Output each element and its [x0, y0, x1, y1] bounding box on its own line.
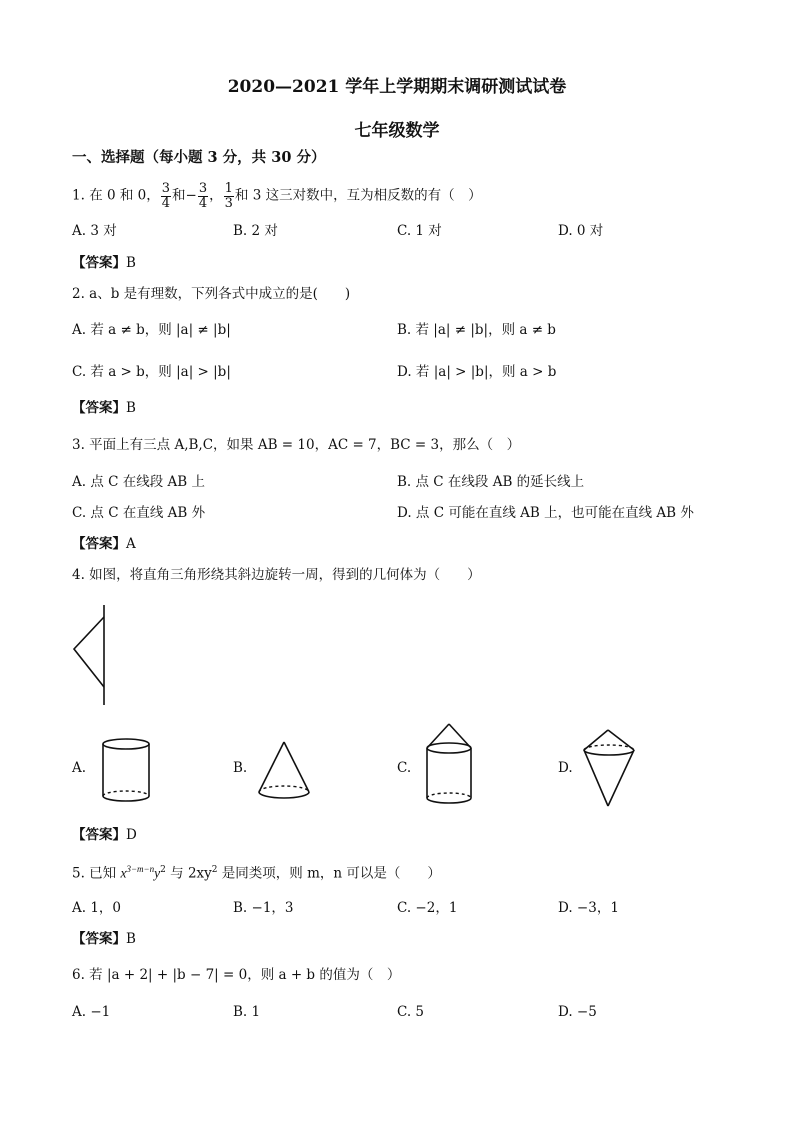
right-triangle-figure — [70, 605, 110, 710]
question-6-stem: 6. 若 |a + 2| + |b − 7| = 0，则 a + b 的值为（ ） — [72, 967, 401, 983]
double-cone-figure — [582, 728, 638, 810]
q5-option-d: D. −3，1 — [558, 900, 619, 916]
q3-option-d: D. 点 C 可能在直线 AB 上，也可能在直线 AB 外 — [397, 505, 694, 521]
page-subtitle: 七年级数学 — [354, 121, 440, 141]
q6-option-a: A. −1 — [72, 1004, 111, 1020]
q4-answer: 【答案】D — [72, 827, 137, 843]
question-2-stem: 2. a、b 是有理数，下列各式中成立的是( ) — [72, 286, 351, 302]
q4-option-b: B. — [233, 760, 248, 776]
q6-option-b: B. 1 — [233, 1004, 261, 1020]
q1-answer: 【答案】B — [72, 255, 136, 271]
question-4-stem: 4. 如图，将直角三角形绕其斜边旋转一周，得到的几何体为（ ） — [72, 567, 481, 583]
page-title: 2020—2021 学年上学期期末调研测试试卷 — [227, 77, 567, 97]
cone-on-cylinder-figure — [424, 722, 474, 806]
question-5-stem: 5. 已知 $x^{3-m-n}y^2$ 与 $2xy^2$ 是同类项，则 m，n 可以是（ ） — [72, 864, 441, 882]
section-heading: 一、选择题（每小题 3 分，共 30 分） — [72, 149, 326, 166]
q4-option-d: D. — [558, 760, 573, 776]
q1-option-b: B. 2 对 — [233, 223, 278, 239]
q5-option-a: A. 1，0 — [72, 900, 122, 916]
q4-option-c: C. — [397, 760, 412, 776]
q3-option-c: C. 点 C 在直线 AB 外 — [72, 505, 206, 521]
q3-option-b: B. 点 C 在线段 AB 的延长线上 — [397, 474, 585, 490]
q1-option-c: C. 1 对 — [397, 223, 442, 239]
cylinder-figure — [100, 738, 152, 802]
q6-option-d: D. −5 — [558, 1004, 597, 1020]
question-3-stem: 3. 平面上有三点 A,B,C，如果 AB = 10，AC = 7，BC = 3，那么（ ） — [72, 437, 521, 453]
q2-option-c: C. 若 a > b，则 |a| > |b| — [72, 364, 231, 380]
q5-option-b: B. −1，3 — [233, 900, 294, 916]
question-1-stem: 1. 在 0 和 0， $\frac{3}{4}$ 和− $\frac{3}{4}$ ， $\frac{1}{3}$ 和 3 这三对数中，互为相反数的有（ ） — [72, 181, 482, 211]
q2-option-a: A. 若 a ≠ b，则 |a| ≠ |b| — [72, 322, 231, 338]
q3-option-a: A. 点 C 在线段 AB 上 — [72, 474, 205, 490]
q5-answer: 【答案】B — [72, 931, 136, 947]
q1-option-d: D. 0 对 — [558, 223, 604, 239]
q6-option-c: C. 5 — [397, 1004, 425, 1020]
q5-option-c: C. −2，1 — [397, 900, 458, 916]
q1-option-a: A. 3 对 — [72, 223, 117, 239]
q2-option-b: B. 若 |a| ≠ |b|，则 a ≠ b — [397, 322, 556, 338]
q2-answer: 【答案】B — [72, 400, 136, 416]
q3-answer: 【答案】A — [72, 536, 136, 552]
cone-figure — [256, 740, 312, 802]
q4-option-a: A. — [72, 760, 87, 776]
q2-option-d: D. 若 |a| > |b|，则 a > b — [397, 364, 557, 380]
